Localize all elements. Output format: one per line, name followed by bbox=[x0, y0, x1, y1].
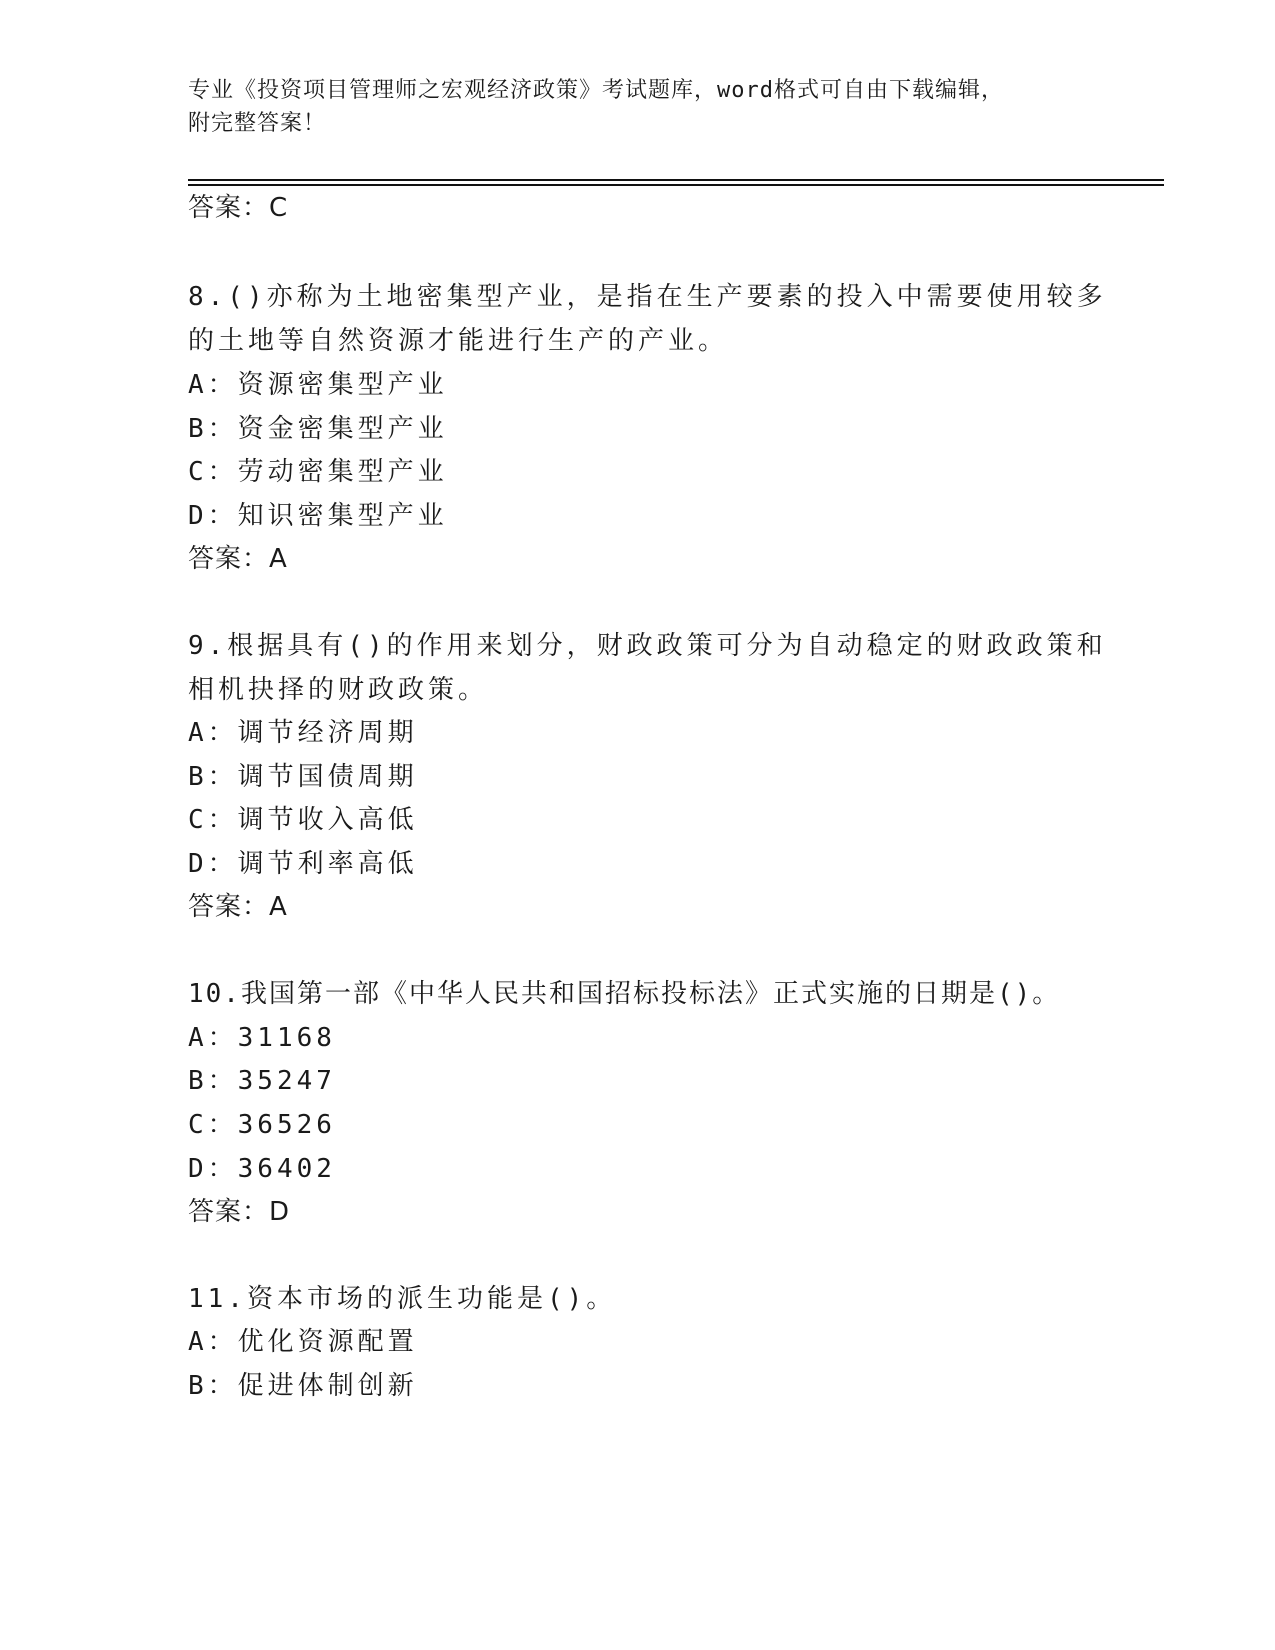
question-10-option-b: B：35247 bbox=[188, 1066, 336, 1096]
question-10-answer: 答案：D bbox=[188, 1197, 291, 1227]
question-9-option-d: D：调节利率高低 bbox=[188, 849, 418, 879]
header-line-2: 附完整答案！ bbox=[188, 111, 327, 136]
question-8-answer: 答案：A bbox=[188, 544, 288, 574]
header-divider-bottom bbox=[188, 184, 1164, 186]
question-11-option-b: B：促进体制创新 bbox=[188, 1371, 418, 1401]
header-divider-top bbox=[188, 179, 1164, 181]
question-8-option-d: D：知识密集型产业 bbox=[188, 501, 448, 531]
previous-answer: 答案：C bbox=[188, 193, 289, 223]
question-9-option-b: B：调节国债周期 bbox=[188, 762, 418, 792]
question-9-option-a: A：调节经济周期 bbox=[188, 718, 418, 748]
question-9-answer: 答案：A bbox=[188, 892, 288, 922]
question-9-stem-line-2: 相机抉择的财政政策。 bbox=[188, 675, 489, 705]
question-8-option-a: A：资源密集型产业 bbox=[188, 370, 448, 400]
question-8-option-c: C：劳动密集型产业 bbox=[188, 457, 448, 487]
question-8-stem-line-1: 8.()亦称为土地密集型产业，是指在生产要素的投入中需要使用较多 bbox=[188, 282, 1107, 312]
question-10-option-a: A：31168 bbox=[188, 1023, 336, 1053]
question-10-option-d: D：36402 bbox=[188, 1154, 336, 1184]
question-8-option-b: B：资金密集型产业 bbox=[188, 414, 448, 444]
question-10-option-c: C：36526 bbox=[188, 1110, 336, 1140]
document-header bbox=[188, 74, 1088, 140]
question-9-option-c: C：调节收入高低 bbox=[188, 805, 418, 835]
question-8-stem-line-2: 的土地等自然资源才能进行生产的产业。 bbox=[188, 326, 729, 356]
header-line-1: 专业《投资项目管理师之宏观经济政策》考试题库，word格式可自由下载编辑， bbox=[188, 78, 1004, 103]
question-11-stem: 11.资本市场的派生功能是()。 bbox=[188, 1284, 617, 1314]
question-10-stem: 10.我国第一部《中华人民共和国招标投标法》正式实施的日期是()。 bbox=[188, 979, 1061, 1009]
question-9-stem-line-1: 9.根据具有()的作用来划分，财政政策可分为自动稳定的财政政策和 bbox=[188, 631, 1107, 661]
question-11-option-a: A：优化资源配置 bbox=[188, 1327, 418, 1357]
